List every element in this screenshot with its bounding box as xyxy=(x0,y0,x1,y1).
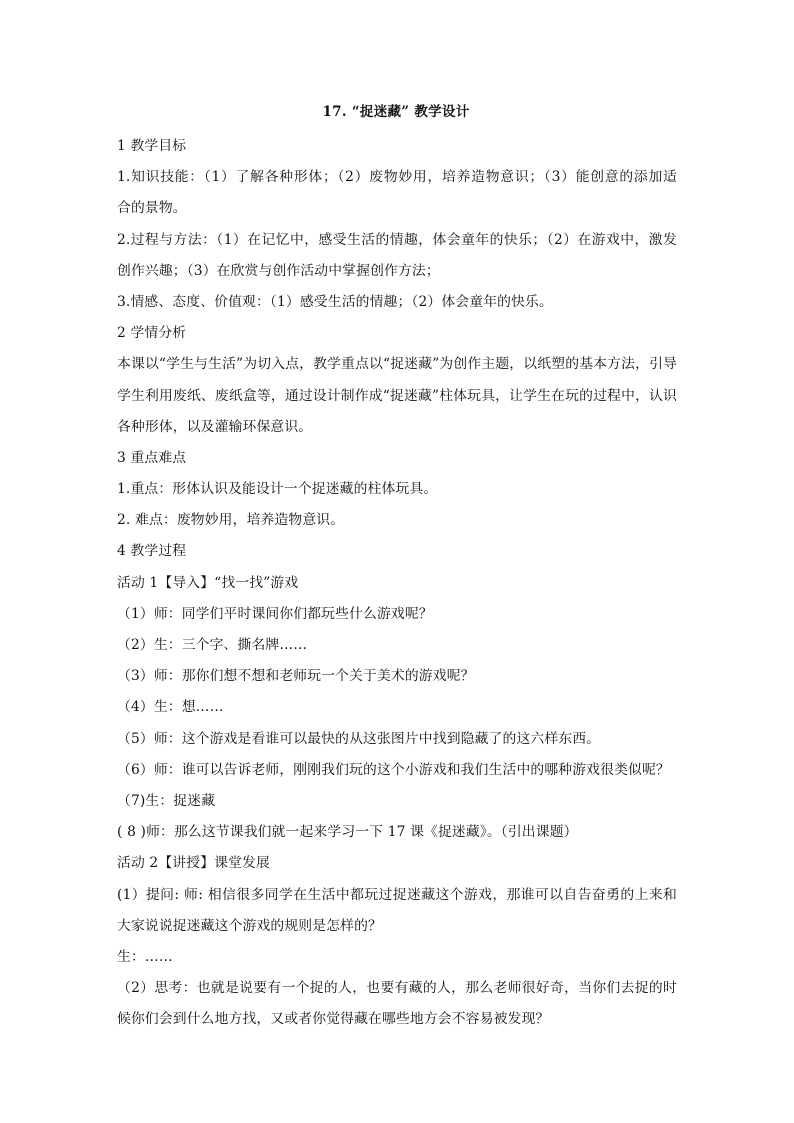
list-item: （2）生：三个字、撕名牌…… xyxy=(117,637,308,653)
section-heading-key-points: 3 重点难点 xyxy=(117,449,187,466)
list-item: （7)生：捉迷藏 xyxy=(117,792,216,809)
paragraph-line: 合的景物。 xyxy=(117,200,187,217)
section-heading-process: 4 教学过程 xyxy=(117,543,187,560)
activity-heading: 活动 2【讲授】课堂发展 xyxy=(117,855,270,872)
section-heading-analysis: 2 学情分析 xyxy=(117,325,187,342)
section-heading-objectives: 1 教学目标 xyxy=(117,138,187,154)
paragraph-line: 1.重点：形体认识及能设计一个捉迷藏的柱体玩具。 xyxy=(117,481,438,498)
paragraph-line: 各种形体，以及灌输环保意识。 xyxy=(117,418,313,435)
paragraph-line: 1.知识技能：（1）了解各种形体；（2）废物妙用，培养造物意识；（3）能创意的添加适 xyxy=(117,169,677,186)
paragraph-line: （2）思考：也就是说要有一个捉的人，也要有藏的人，那么老师很好奇，当你们去捉的时 xyxy=(117,980,677,997)
paragraph-line: 学生利用废纸、废纸盒等，通过设计制作成“捉迷藏”柱体玩具，让学生在玩的过程中，认识 xyxy=(117,387,677,404)
paragraph-line: 创作兴趣；（3）在欣赏与创作活动中掌握创作方法； xyxy=(117,262,440,279)
list-item: （1）师：同学们平时课间你们都玩些什么游戏呢？ xyxy=(117,605,433,622)
list-item: （4）生：想…… xyxy=(117,699,224,716)
paragraph-line: 3.情感、态度、价值观：（1）感受生活的情趣；（2）体会童年的快乐。 xyxy=(117,293,553,310)
activity-heading: 活动 1【导入】“找一找”游戏 xyxy=(117,574,299,591)
list-item: ( 8 )师：那么这节课我们就一起来学习一下 17 课《捉迷藏》。（引出课题） xyxy=(117,824,578,841)
document-body xyxy=(117,131,677,1035)
paragraph-line: 本课以“学生与生活”为切入点，教学重点以“捉迷藏”为创作主题，以纸塑的基本方法，引导 xyxy=(117,356,677,373)
list-item: （3）师：那你们想不想和老师玩一个关于美术的游戏呢？ xyxy=(117,668,475,685)
paragraph-line: 大家说说捉迷藏这个游戏的规则是怎样的？ xyxy=(117,917,382,934)
document-title: 17. “捉迷藏” 教学设计 xyxy=(322,104,470,120)
paragraph-line: 生：…… xyxy=(117,948,173,965)
paragraph-line: 2.过程与方法：（1）在记忆中，感受生活的情趣，体会童年的快乐；（2）在游戏中，激发 xyxy=(117,231,677,248)
list-item: （5）师：这个游戏是看谁可以最快的从这张图片中找到隐藏了的这六样东西。 xyxy=(117,730,601,747)
list-item: （6）师：谁可以告诉老师，刚刚我们玩的这个小游戏和我们生活中的哪种游戏很类似呢？ xyxy=(117,761,670,778)
paragraph-line: (1）提问: 师: 相信很多同学在生活中都玩过捉迷藏这个游戏，那谁可以自告奋勇的上来和 xyxy=(117,886,677,903)
paragraph-line: 候你们会到什么地方找，又或者你觉得藏在哪些地方会不容易被发现？ xyxy=(117,1011,550,1028)
paragraph-line: 2. 难点：废物妙用，培养造物意识。 xyxy=(117,512,345,529)
